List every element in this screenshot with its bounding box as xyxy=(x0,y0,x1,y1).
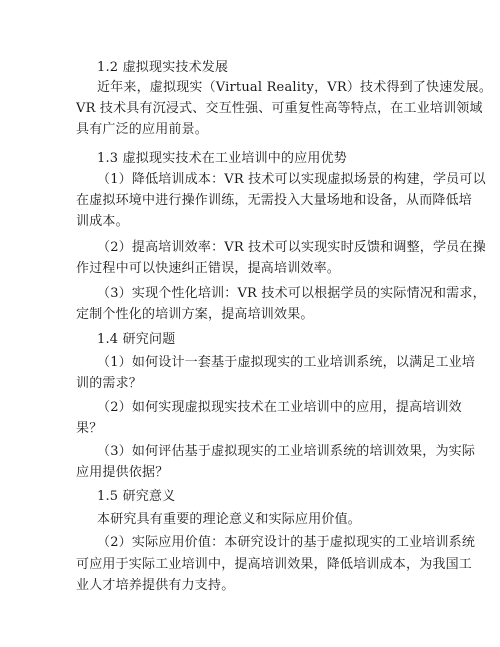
paragraph-line: 近年来，虚拟现实（Virtual Reality，VR）技术得到了快速发展。 xyxy=(97,80,493,95)
heading-1-5: 1.5 研究意义 xyxy=(97,489,176,504)
paragraph-line: 训成本。 xyxy=(76,214,129,229)
paragraph-line: 作过程中可以快速纠正错误，提高培训效率。 xyxy=(76,261,341,276)
paragraph-line: 在虚拟环境中进行操作训练，无需投入大量场地和设备，从而降低培 xyxy=(76,193,473,208)
paragraph-line: 应用提供依据？ xyxy=(76,465,169,480)
paragraph-line: VR 技术具有沉浸式、交互性强、可重复性高等特点，在工业培训领域 xyxy=(76,101,483,116)
paragraph-line: 可应用于实际工业培训中，提高培训效果，降低培训成本，为我国工 xyxy=(76,557,473,572)
paragraph-line: （3）实现个性化培训：VR 技术可以根据学员的实际情况和需求， xyxy=(97,286,486,301)
paragraph-line: （3）如何评估基于虚拟现实的工业培训系统的培训效果，为实际 xyxy=(97,444,476,459)
paragraph-line: 具有广泛的应用前景。 xyxy=(76,122,209,137)
paragraph-line: 本研究具有重要的理论意义和实际应用价值。 xyxy=(97,512,362,527)
paragraph-line: （1）降低培训成本：VR 技术可以实现虚拟场景的构建，学员可以 xyxy=(97,172,486,187)
paragraph-line: 定制个性化的培训方案，提高培训效果。 xyxy=(76,307,314,322)
heading-1-3: 1.3 虚拟现实技术在工业培训中的应用优势 xyxy=(97,151,348,166)
paragraph-line: （1）如何设计一套基于虚拟现实的工业培训系统，以满足工业培 xyxy=(97,355,476,370)
heading-1-4: 1.4 研究问题 xyxy=(97,332,176,347)
heading-1-2: 1.2 虚拟现实技术发展 xyxy=(97,60,229,75)
paragraph-line: 业人才培养提供有力支持。 xyxy=(76,578,235,593)
paragraph-line: 训的需求？ xyxy=(76,376,143,391)
paragraph-line: （2）实际应用价值：本研究设计的基于虚拟现实的工业培训系统 xyxy=(97,535,476,550)
paragraph-line: （2）提高培训效率：VR 技术可以实现实时反馈和调整，学员在操 xyxy=(97,240,486,255)
paragraph-line: （2）如何实现虚拟现实技术在工业培训中的应用，提高培训效 xyxy=(97,400,462,415)
paragraph-line: 果？ xyxy=(76,421,103,436)
